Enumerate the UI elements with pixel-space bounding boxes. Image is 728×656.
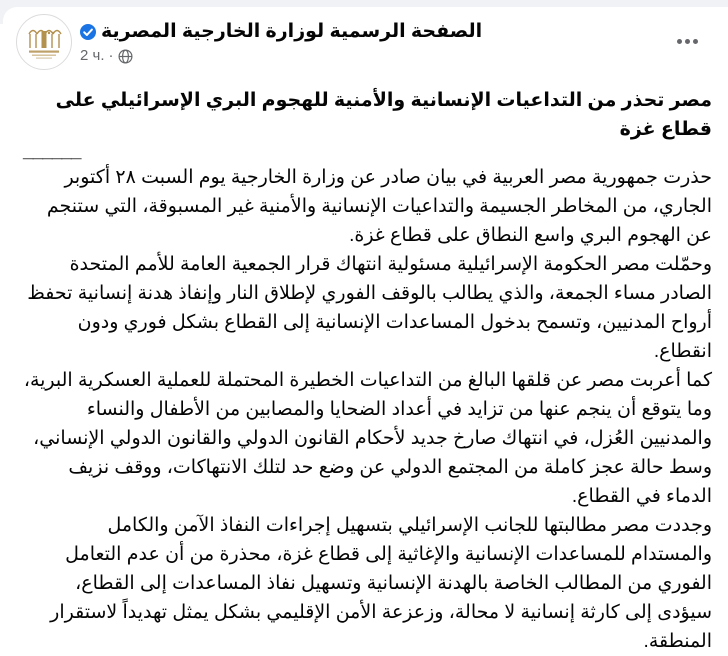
post-text xyxy=(3,86,728,656)
post-headline: مصر تحذر من التداعيات الإنسانية والأمنية للهجوم البري الإسرائيلي على قطاع غزة xyxy=(55,90,712,140)
post-paragraph-2: وحمّلت مصر الحكومة الإسرائيلية مسئولية انتهاك قرار الجمعية العامة للأمم المتحدة الصادر مساء الجمعة، والذي يطالب بالوقف الفوري لإطلاق النار وإنفاذ هدنة إنسانية تحفظ أرواح المدنيين، وتسمح بدخول المساعدات الإنسانية إلى القطاع بشكل فوري ودون انقطاع. xyxy=(27,254,712,362)
post-menu-button[interactable] xyxy=(671,33,704,50)
verified-badge-icon xyxy=(80,24,96,40)
post-timestamp[interactable]: 2 ч. xyxy=(80,47,105,64)
ellipsis-icon xyxy=(677,39,698,44)
page-background-strip xyxy=(0,0,728,7)
post-card xyxy=(3,7,728,652)
ministry-logo-icon xyxy=(16,14,72,70)
page-name[interactable]: الصفحة الرسمية لوزارة الخارجية المصرية xyxy=(101,21,483,42)
page-name-row xyxy=(80,20,482,44)
post-header xyxy=(3,7,728,70)
avatar[interactable] xyxy=(16,14,72,70)
post-paragraph-4: وجددت مصر مطالبتها للجانب الإسرائيلي بتسهيل إجراءات النفاذ الآمن والكامل والمستدام للمساعدات الإنسانية والإغاثية إلى قطاع غزة، محذرة من أن عدم التعامل الفوري من المطالب الخاصة بالهدنة الإنسانية وتسهيل نفاذ المساعدات إلى القطاع، سيؤدى إلى كارثة إنسانية لا محالة، وزعزعة الأمن الإقليمي بشكل يمثل تهديداً لاستقرار المنطقة. xyxy=(50,515,712,652)
post-paragraph-1: حذرت جمهورية مصر العربية في بيان صادر عن وزارة الخارجية يوم السبت ٢٨ أكتوبر الجاري، من المخاطر الجسيمة والتداعيات الإنسانية والأمنية غير المسبوقة، التي ستنجم عن الهجوم البري واسع النطاق على قطاع غزة. xyxy=(46,167,712,246)
post-meta xyxy=(80,48,482,64)
meta-separator: · xyxy=(108,47,114,64)
post-divider: ______ xyxy=(23,141,81,162)
post-paragraph-3: كما أعربت مصر عن قلقها البالغ من التداعيات الخطيرة المحتملة للعملية العسكرية البرية، وما يتوقع أن ينجم عنها من تزايد في أعداد الضحايا والمصابين من الأطفال والنساء والمدنيين العُزل، في انتهاك صارخ جديد لأحكام القانون الدولي والقانون الدولي الإنساني، وسط حالة عجز كاملة من المجتمع الدولي عن وضع حد لتلك الانتهاكات، ووقف نزيف الدماء في القطاع. xyxy=(23,370,712,507)
header-info xyxy=(80,14,482,64)
globe-icon xyxy=(118,49,133,64)
